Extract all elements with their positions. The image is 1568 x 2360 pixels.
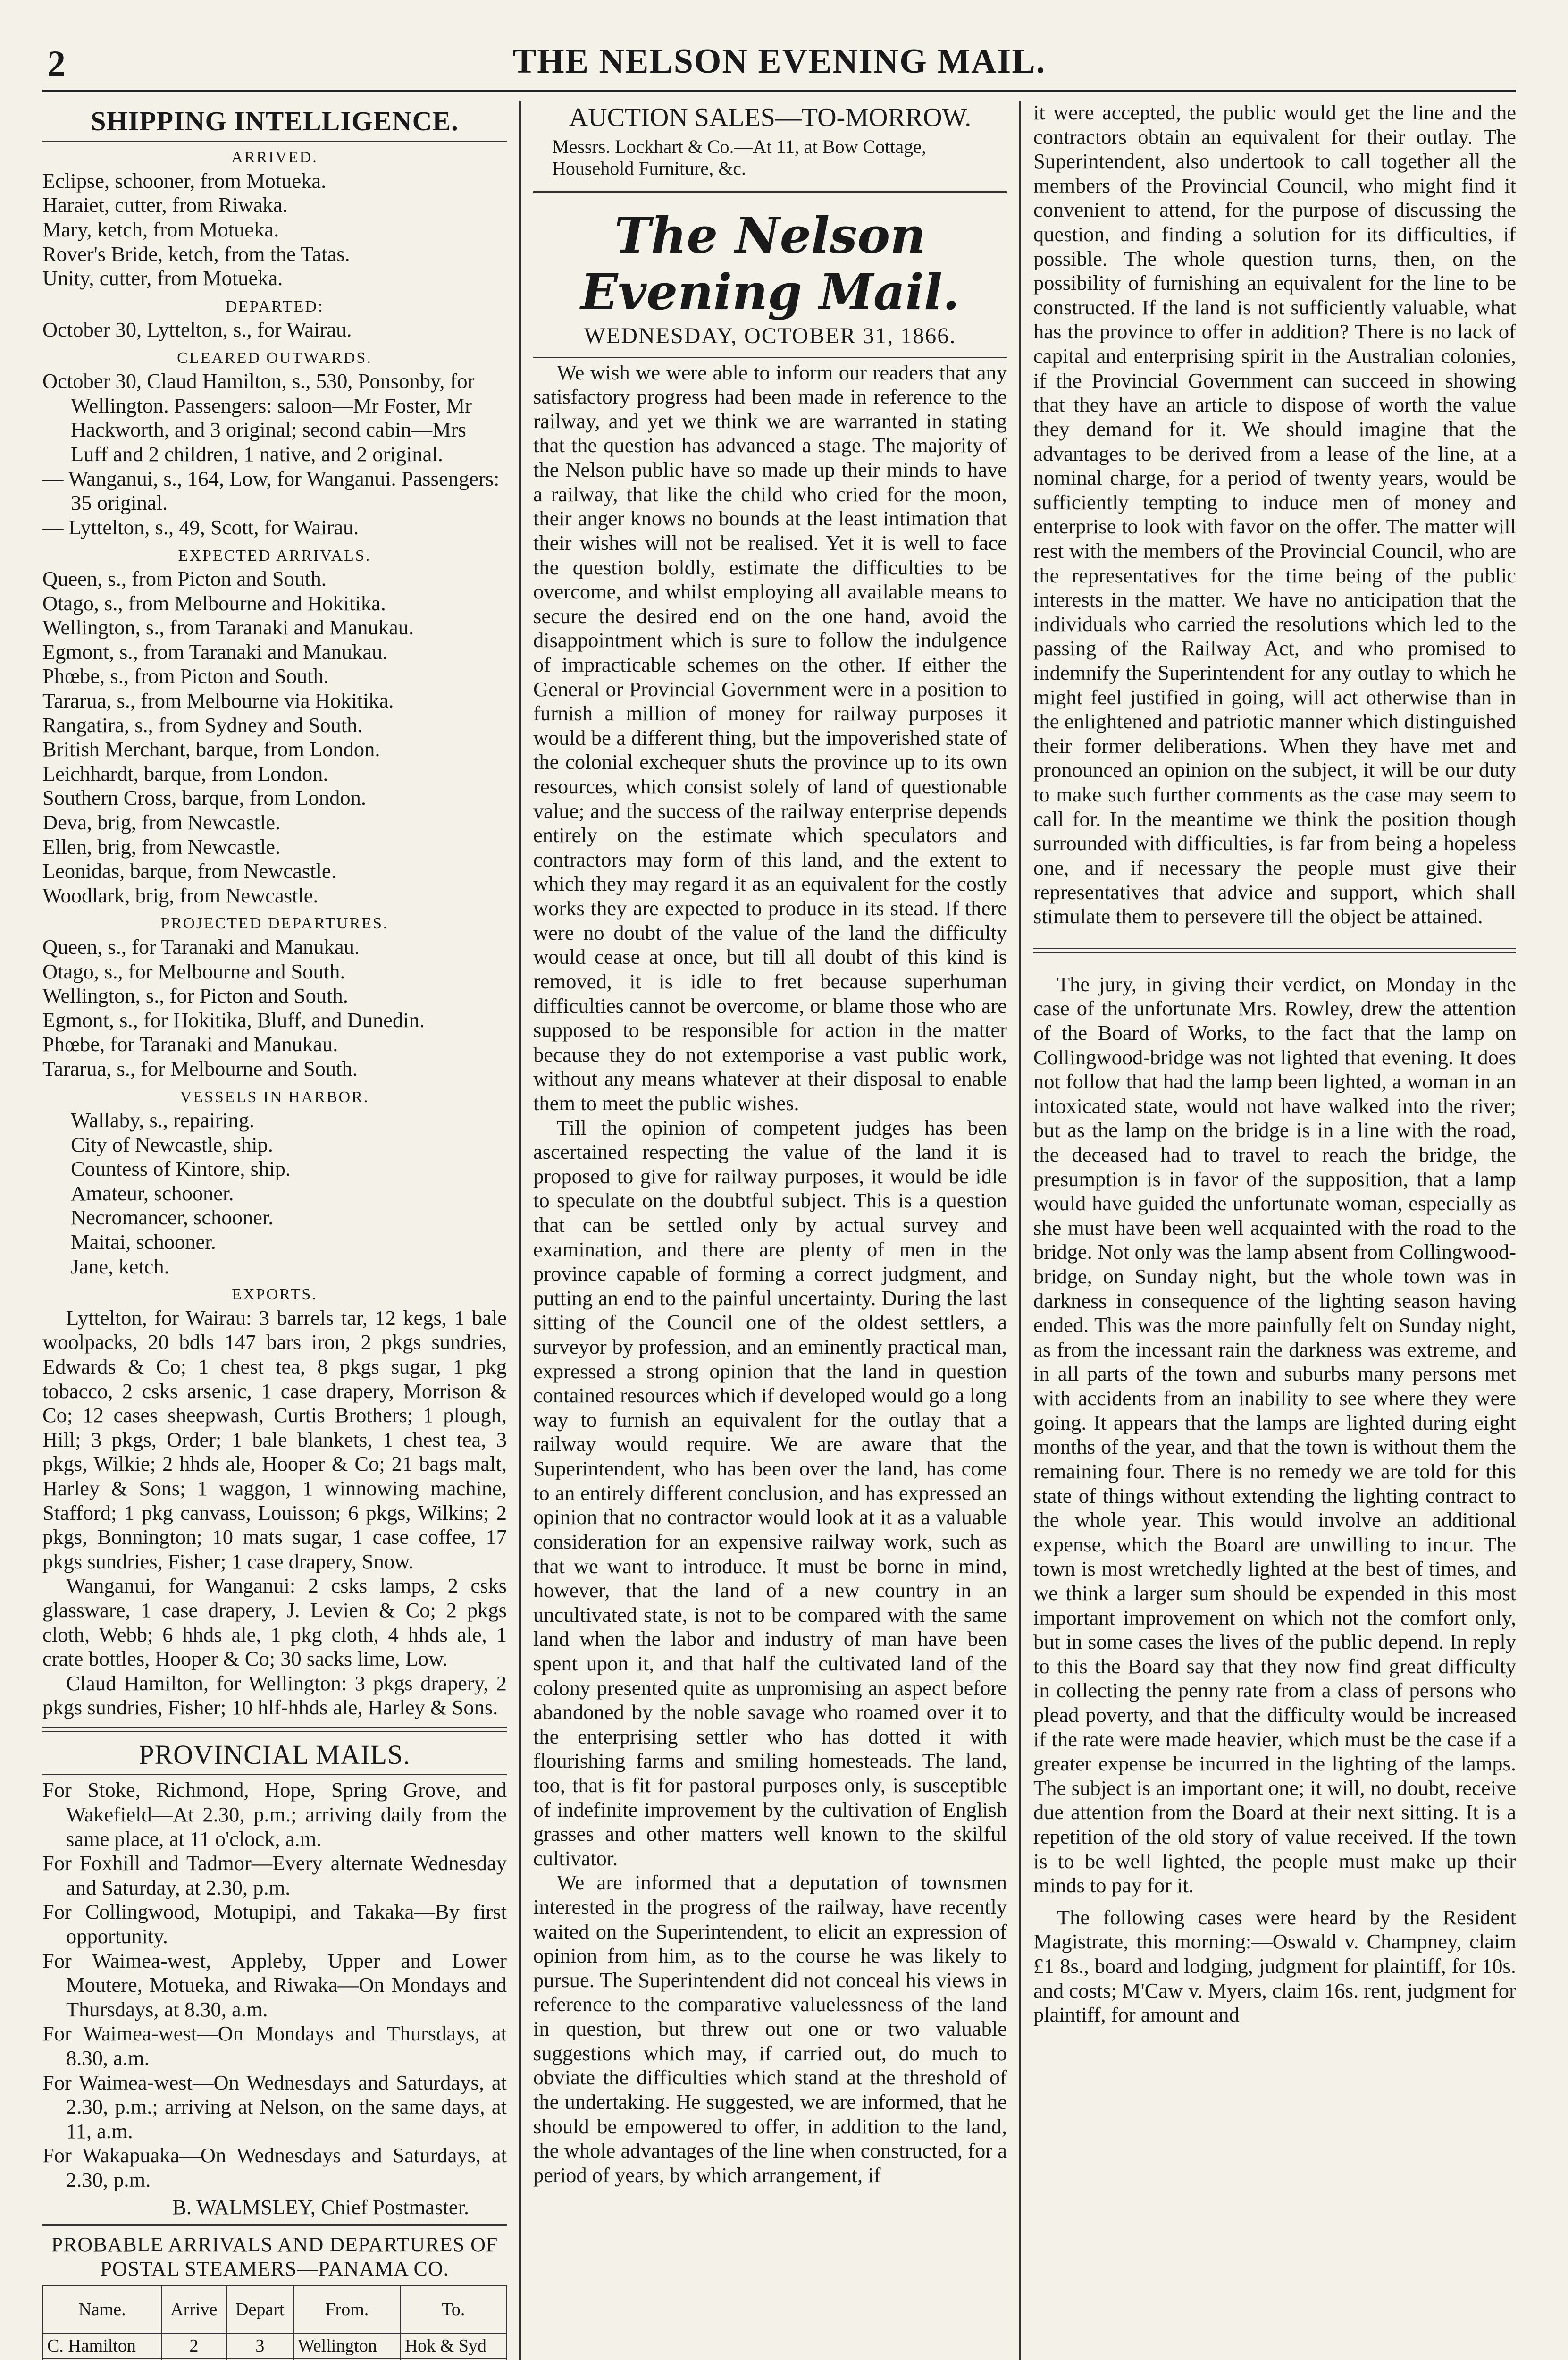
steamers-table (42, 2285, 507, 2360)
list-item: Countess of Kintore, ship. (71, 1157, 291, 1181)
departed-heading: DEPARTED: (225, 297, 324, 315)
list-item: Jane, ketch. (71, 1254, 169, 1278)
list-item: Wellington, s., from Taranaki and Manukau. (42, 615, 414, 640)
arrived-heading: ARRIVED. (231, 149, 318, 167)
list-item: Necromancer, schooner. (71, 1205, 274, 1230)
page-number: 2 (47, 43, 66, 84)
editorial-paper-name: The Nelson Evening Mail. (580, 206, 960, 321)
table-cell: Hok & Syd (401, 2333, 506, 2359)
list-item: Tararua, s., from Melbourne via Hokitika. (42, 688, 394, 712)
list-item: For Waimea-west—On Wednesdays and Saturdays, at 2.30, p.m.; arriving at Nelson, on the same days, at 11, a.m. (42, 2070, 507, 2143)
list-item: Eclipse, schooner, from Motueka. (42, 169, 327, 193)
list-item: For Waimea-west—On Mondays and Thursdays, at 8.30, a.m. (42, 2022, 507, 2070)
list-item: Woodlark, brig, from Newcastle. (42, 883, 319, 907)
column-2 (519, 101, 1019, 2360)
list-item: Wellington, s., for Picton and South. (42, 984, 348, 1008)
list-item: Leichhardt, barque, from London. (42, 761, 328, 785)
column-1 (42, 101, 519, 2360)
list-item: Maitai, schooner. (71, 1230, 216, 1254)
list-item: Wallaby, s., repairing. (71, 1108, 254, 1132)
list-item: October 30, Lyttelton, s., for Wairau. (42, 318, 352, 342)
list-item: Tararua, s., for Melbourne and South. (42, 1056, 358, 1080)
divider (42, 1774, 507, 1775)
table-header: Name. (43, 2286, 161, 2333)
auction-title: AUCTION SALES—TO-MORROW. (569, 103, 972, 132)
list-item: We wish we were able to inform our readers that any satisfactory progress had been made in reference to the railway, and yet we think we are warranted in stating that the question has advanced a stage. The majority of the Nelson public have so made up their minds to have a railway, that like the child who cried for the moon, their anger knows no bounds at the least intimation that their wishes will not be realised. Yet it is well to face the question boldly, estimate the difficulties to be overcome, and whilst employing all available means to secure the desired end on the one hand, avoid the disappointment which is sure to follow the indulgence of impracticable schemes on the other. If either the General or Provincial Government were in a position to furnish a million of money for railway purposes it would be a different thing, but the impoverished state of the colonial exchequer shuts the province up to its own resources, which consist solely of land of questionable value; and the success of the railway enterprise depends entirely on the estimate which speculators and contractors may form of this land, and the extent to which they may regard it as an equivalent for the costly works they are expected to produce in its stead. If there were no doubt of the value of the land the difficulty would cease at once, but till all doubt of this kind is removed, it is idle to fret because superhuman difficulties cannot be overcome, or blame those who are supposed to be responsible for action in the matter because they do not extemporise a vast public work, without any means whatever at their disposal to enable them to meet the public wishes. (533, 360, 1007, 1115)
list-item: Rangatira, s., from Sydney and South. (42, 713, 363, 737)
list-item: British Merchant, barque, from London. (42, 737, 380, 761)
table-cell: 2 (161, 2333, 226, 2359)
divider (533, 191, 1007, 193)
list-item: For Wakapuaka—On Wednesdays and Saturdays, at 2.30, p.m. (42, 2143, 507, 2192)
newspaper-title: THE NELSON EVENING MAIL. (512, 42, 1046, 81)
columns (42, 101, 1516, 2360)
exports-list (42, 1306, 507, 1720)
column-3 (1019, 101, 1516, 2360)
list-item: Egmont, s., for Hokitika, Bluff, and Dunedin. (42, 1008, 425, 1032)
steamers-title: PROBABLE ARRIVALS AND DEPARTURES OF POSTAL STEAMERS—PANAMA CO. (51, 2233, 498, 2281)
magistrate-cases-article: The following cases were heard by the Resident Magistrate, this morning:—Oswald v. Champney, claim £1 8s., board and lodging, judgment for plaintiff, for 10s. and costs; M'Caw v. Myers, claim 16s. rent, judgment for plaintiff, for amount and (1033, 1905, 1516, 2027)
table-header: From. (293, 2286, 401, 2333)
list-item: Unity, cutter, from Motueka. (42, 266, 283, 290)
projected-departures-list (42, 935, 507, 1081)
projected-departures-heading: PROJECTED DEPARTURES. (160, 915, 389, 933)
mails-list (42, 1778, 507, 2192)
list-item: — Lyttelton, s., 49, Scott, for Wairau. (42, 515, 359, 539)
list-item: Haraiet, cutter, from Riwaka. (42, 193, 288, 217)
list-item: Till the opinion of competent judges has been ascertained respecting the value of the land it is proposed to give for railway purposes, it would be idle to speculate on the doubtful subject. This is a question that can be settled only by actual survey and examination, and there are plenty of men in the province capable of forming a correct judgment, and putting an end to the painful uncertainty. During the last sitting of the Council one of the oldest settlers, a surveyor by profession, and an eminently practical man, expressed a strong opinion that the land in question contained resources which if developed would go a long way to furnish an equivalent for the outlay that a railway would require. We are aware that the Superintendent, who has been over the land, has come to an entirely different conclusion, and has expressed an opinion that no contractor would look at it as a valuable consideration for an expensive railway work, such as that we want to introduce. It must be borne in mind, however, that the land of a new country in an uncultivated state, is not to be compared with the same land when the labor and industry of man have been spent upon it, and that half the cultivated land of the colony presented quite as unpromising an aspect before abandoned by the noble savage who roamed over it to the enterprising settler who has dotted it with flourishing farms and smiling homesteads. The land, too, that is fit for pastoral purposes only, is susceptible of indefinite improvement by the cultivation of English grasses and other matters well known to the skilful cultivator. (533, 1115, 1007, 1870)
list-item: Otago, s., from Melbourne and Hokitika. (42, 591, 386, 615)
table-header: Arrive (161, 2286, 226, 2333)
masthead (42, 33, 1516, 92)
exports-heading: EXPORTS. (232, 1286, 318, 1304)
divider (533, 357, 1007, 358)
list-item: Ellen, brig, from Newcastle. (42, 834, 281, 859)
cleared-heading: CLEARED OUTWARDS. (177, 349, 372, 367)
departed-list (42, 318, 507, 342)
steamers-header-row (43, 2286, 506, 2333)
divider (42, 2224, 507, 2226)
divider (42, 141, 507, 142)
list-item: Rover's Bride, ketch, from the Tatas. (42, 242, 350, 266)
list-item: Claud Hamilton, for Wellington: 3 pkgs drapery, 2 pkgs sundries, Fisher; 10 hlf-hhds ale, Harley & Sons. (42, 1671, 507, 1719)
list-item: For Foxhill and Tadmor—Every alternate Wednesday and Saturday, at 2.30, p.m. (42, 1851, 507, 1899)
list-item: October 30, Claud Hamilton, s., 530, Ponsonby, for Wellington. Passengers: saloon—Mr Foster, Mr Hackworth, and 3 original; second cabin—Mrs Luff and 2 children, 1 native, and 2 original. (42, 369, 475, 466)
provincial-mails-title: PROVINCIAL MAILS. (139, 1739, 411, 1770)
list-item: Wanganui, for Wanganui: 2 csks lamps, 2 csks glassware, 1 case drapery, J. Levien & Co; 2 pkgs cloth, Webb; 6 hhds ale, 1 pkg cloth, 4 hhds ale, 1 crate bottles, Hooper & Co; 30 sacks lime, Low. (42, 1574, 507, 1671)
cleared-list (42, 369, 507, 539)
list-item: Amateur, schooner. (71, 1181, 234, 1205)
list-item: For Collingwood, Motupipi, and Takaka—By first opportunity. (42, 1900, 507, 1948)
table-cell: Wellington (293, 2333, 401, 2359)
table-row (43, 2333, 506, 2359)
list-item: Phœbe, for Taranaki and Manukau. (42, 1032, 338, 1056)
shipping-title: SHIPPING INTELLIGENCE. (91, 106, 459, 136)
table-cell: C. Hamilton (43, 2333, 161, 2359)
vessels-in-harbor-list (42, 1108, 507, 1279)
list-item: Mary, ketch, from Motueka. (42, 217, 279, 241)
list-item: Leonidas, barque, from Newcastle. (42, 859, 336, 883)
table-header: To. (401, 2286, 506, 2333)
list-item: Egmont, s., from Taranaki and Manukau. (42, 640, 388, 664)
vessels-in-harbor-heading: VESSELS IN HARBOR. (180, 1088, 369, 1106)
table-cell: 3 (226, 2333, 293, 2359)
expected-arrivals-list (42, 567, 507, 908)
arrived-list (42, 169, 507, 291)
steamers-body (43, 2333, 506, 2360)
list-item: For Stoke, Richmond, Hope, Spring Grove, and Wakefield—At 2.30, p.m.; arriving daily from the same place, at 11 o'clock, a.m. (42, 1778, 507, 1851)
jury-lamp-article: The jury, in giving their verdict, on Monday in the case of the unfortunate Mrs. Rowley, drew the attention of the Board of Works, to the fact that the lamp on Collingwood-bridge was not lighted that evening. It does not follow that had the lamp been lighted, a woman in an intoxicated state, would not have walked into the river; but as the lamp on the bridge is in a line with the road, the deceased had to travel to reach the bridge, the presumption is in favor of the supposition, that a lamp would have guided the unfortunate woman, especially as she must have been well acquainted with the road to the bridge. Not only was the lamp absent from Collingwood-bridge, on Sunday night, but the whole town was in darkness in consequence of the lighting season having ended. This was the more painfully felt on Sunday night, as from the incessant rain the darkness was extreme, and in all parts of the town and suburbs many persons met with accidents from an inability to see where they were going. It appears that the lamps are lighted during eight months of the year, and that the town is without them the remaining four. There is no remedy we are told for this state of things without extending the lighting contract to the whole year. This would involve an additional expense, which the Board are unwilling to incur. The town is most wretchedly lighted at the best of times, and we think a larger sum should be expended in this most important improvement on which not the comfort only, but in some cases the lives of the public depend. In reply to this the Board say that they now find great difficulty in collecting the penny rate from a class of persons who plead poverty, and that the difficulty would be increased if the rate were made heavier, which must be the case if a greater expense be incurred in the lighting of the lamps. The subject is an important one; it will, no doubt, receive due attention from the Board at their next sitting. It is a repetition of the old story of value received. If the town is to be well lighted, the people must make up their minds to pay for it. (1033, 972, 1516, 1897)
expected-arrivals-heading: EXPECTED ARRIVALS. (178, 547, 371, 565)
list-item: — Wanganui, s., 164, Low, for Wanganui. Passengers: 35 original. (42, 466, 500, 515)
list-item: Southern Cross, barque, from London. (42, 786, 366, 810)
list-item: City of Newcastle, ship. (71, 1132, 273, 1156)
editorial-body (533, 361, 1007, 2188)
auction-line-1: Messrs. Lockhart & Co.—At 11, at Bow Cottage, (552, 135, 926, 157)
divider (1033, 948, 1516, 953)
list-item: Phœbe, s., from Picton and South. (42, 664, 329, 688)
list-item: We are informed that a deputation of townsmen interested in the progress of the railway, have recently waited on the Superintendent, to elicit an expression of opinion from him, as to the course he was likely to pursue. The Superintendent did not conceal his views in reference to the comparative valuelessness of the land in question, but threw out one or two valuable suggestions which may, if carried out, do much to obviate the difficulties which stand at the threshold of the undertaking. He suggested, we are informed, that he should be empowered to offer, in addition to the land, the whole advantages of the line when constructed, for a period of years, by which arrangement, if (533, 1871, 1007, 2187)
postmaster-signature: B. WALMSLEY, Chief Postmaster. (172, 2195, 469, 2219)
list-item: Queen, s., from Picton and South. (42, 566, 327, 590)
auction-line-2: Household Furniture, &c. (552, 158, 746, 179)
divider (42, 1727, 507, 1732)
railway-article-continued: it were accepted, the public would get the line and the contractors obtain an equivalent for their outlay. The Superintendent, also undertook to call together all the members of the Provincial Council, who might find it convenient to attend, for the purpose of discussing the question, and finding a solution for its difficulties, if possible. The whole question turns, then, on the possibility of furnishing an equivalent for the line to be constructed. If the land is not sufficiently valuable, what has the province to offer in addition? There is no lack of capital and enterprising spirit in the Australian colonies, if the Provincial Government can succeed in showing that they have an article to dispose of worth the value they demand for it. We should imagine that the advantages to be derived from a lease of the line, at a nominal charge, for a period of twenty years, would be sufficiently tempting to induce men of money and enterprise to look with favor on the offer. The matter will rest with the members of the Provincial Council, who are the representatives for the time being of the public interests in the matter. We have no anticipation that the individuals who carried the resolutions which led to the passing of the Railway Act, and who promised to indemnify the Superintendent for any outlay to which he might feel justified in going, will act otherwise than in the enlightened and patriotic manner which distinguished their former deliberations. When they have met and pronounced an opinion on the subject, it will be our duty to make such further comments as the case may seem to call for. In the meantime we think the position though surrounded with difficulties, is far from being a hopeless one, and if necessary the people must give their representatives that advice and support, which shall stimulate them to persevere till the object be attained. (1033, 101, 1516, 928)
table-header: Depart (226, 2286, 293, 2333)
list-item: Queen, s., for Taranaki and Manukau. (42, 935, 360, 959)
list-item: Deva, brig, from Newcastle. (42, 810, 281, 834)
list-item: Otago, s., for Melbourne and South. (42, 959, 345, 983)
editorial-dateline: WEDNESDAY, OCTOBER 31, 1866. (584, 323, 956, 348)
list-item: For Waimea-west, Appleby, Upper and Lower Moutere, Motueka, and Riwaka—On Mondays and Thursdays, at 8.30, a.m. (42, 1948, 507, 2021)
list-item: Lyttelton, for Wairau: 3 barrels tar, 12 kegs, 1 bale woolpacks, 20 bdls 147 bars iron, 2 pkgs sundries, Edwards & Co; 1 chest tea, 8 pkgs sugar, 1 pkg tobacco, 2 csks arsenic, 1 case drapery, Morrison & Co; 12 cases sheepwash, Curtis Brothers; 1 plough, Hill; 3 pkgs, Order; 1 bale blankets, 1 chest tea, 3 pkgs, Wilkie; 2 hhds ale, Hooper & Co; 21 bags malt, Harley & Sons; 1 waggon, 1 winnowing machine, Stafford; 1 pkg canvass, Louisson; 6 pkgs, Wilkins; 2 pkgs, Bonnington; 10 mats sugar, 1 case coffee, 17 pkgs sundries, Fisher; 1 case drapery, Snow. (42, 1306, 507, 1573)
